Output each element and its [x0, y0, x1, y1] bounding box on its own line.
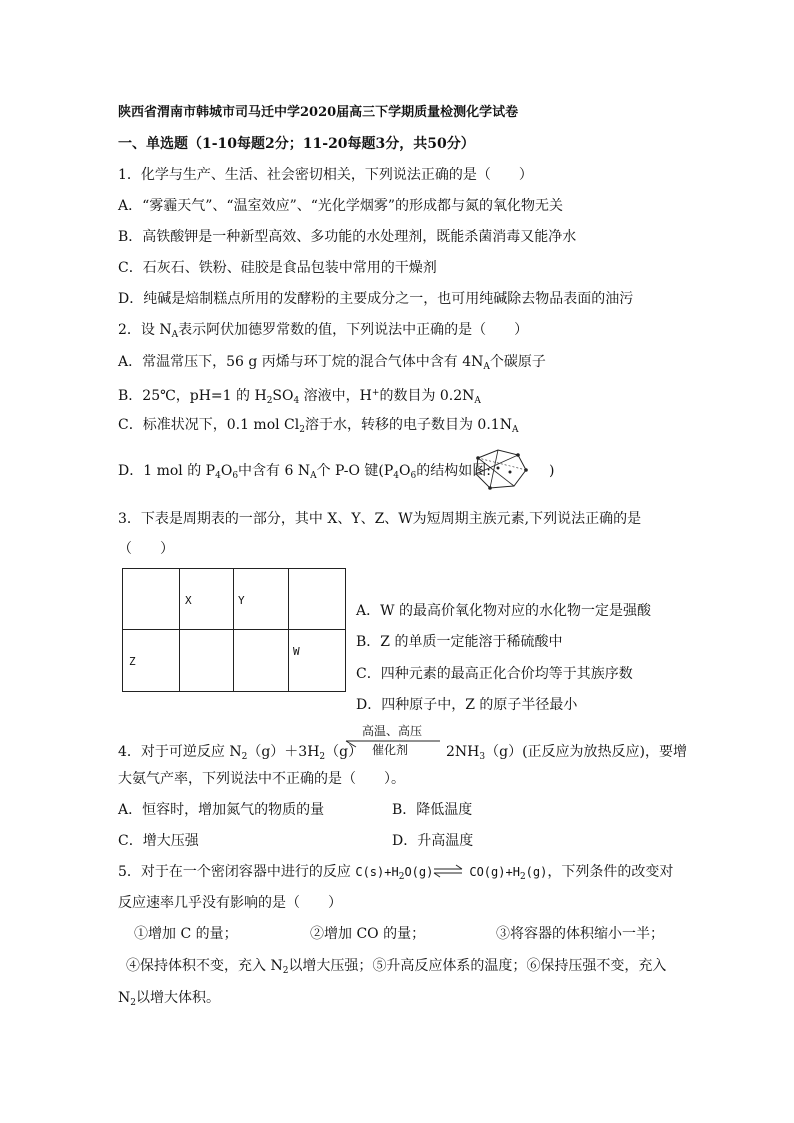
q5-items-4-6: ④保持体积不变，充入 $N_2$以增大压强；⑤升高反应体系的温度；⑥保持压强不变，充入 [126, 958, 667, 976]
exam-title: 陕西省渭南市韩城市司马迁中学2020届高三下学期质量检测化学试卷 [118, 105, 519, 120]
q4-stem-right: $2NH_3(g)$(正反应为放热反应)，要增 [446, 744, 687, 762]
q4-option-c: C．增大压强 [118, 833, 199, 849]
q3-option-b: B．Z 的单质一定能溶于稀硫酸中 [356, 634, 563, 650]
q3-stem-paren: （ ） [118, 541, 174, 557]
equilibrium-arrow-icon [432, 864, 464, 878]
q3-option-a: A．W 的最高价氧化物对应的水化物一定是强酸 [356, 603, 651, 619]
q3-option-c: C．四种元素的最高正化合价均等于其族序数 [356, 666, 633, 682]
q1-option-c: C．石灰石、铁粉、硅胶是食品包装中常用的干燥剂 [118, 260, 437, 276]
cell-w: W [293, 645, 300, 658]
q5-last-line: $N_2$以增大体积。 [118, 990, 220, 1008]
cell-y: Y [238, 594, 245, 607]
q4-option-b: B．降低温度 [392, 802, 473, 818]
q2-option-a: A．常温常压下，56 g 丙烯与环丁烷的混合气体中含有 $4N_A$个碳原子 [118, 354, 546, 372]
q4-stem-left: 4．对于可逆反应 $N_2(g)+3H_2(g)$ [118, 744, 363, 762]
q1-option-a: A．“雾霾天气”、“温室效应”、“光化学烟雾”的形成都与氮的氧化物无关 [118, 198, 564, 214]
q1-option-b: B．高铁酸钾是一种新型高效、多功能的水处理剂，既能杀菌消毒又能净水 [118, 229, 577, 245]
q2-option-b: B．25℃，pH=1 的 $H_2SO_4$ 溶液中，H+的数目为 $0.2N_A$ [118, 388, 481, 406]
q5-item-3: ③将容器的体积缩小一半； [496, 926, 664, 942]
q5-item-2: ②增加 CO 的量； [310, 926, 426, 942]
q2-option-d: D．1 mol 的 $P_4O_6$中含有 6 $N_A$个 P-O 键($P_4O_6$的结构如图: ) [118, 463, 555, 481]
q5-stem: 5．对于在一个密闭容器中进行的反应 $C(s)+H_2O(g)$ $CO(g)+H_2(g)$，下列条件的改变对 [118, 864, 674, 882]
q4-stem-line2: 大氨气产率，下列说法中不正确的是（ ）。 [118, 771, 405, 787]
cell-x: X [185, 594, 192, 607]
q3-option-d: D．四种原子中，Z 的原子半径最小 [356, 697, 578, 713]
q1-stem: 1．化学与生产、生活、社会密切相关，下列说法正确的是（ ） [118, 167, 533, 183]
q4-option-d: D．升高温度 [392, 833, 474, 849]
p4o6-structure-figure [470, 446, 532, 492]
q3-stem: 3．下表是周期表的一部分，其中 X、Y、Z、W为短周期主族元素,下列说法正确的是 [118, 511, 642, 527]
q4-condition-bottom: 催化剂 [372, 743, 409, 757]
q2-stem: 2．设 $N_A$表示阿伏加德罗常数的值，下列说法中正确的是（ ） [118, 322, 529, 340]
q5-stem-line2: 反应速率几乎没有影响的是（ ） [118, 895, 342, 911]
cell-z: Z [129, 655, 136, 668]
q4-option-a: A．恒容时，增加氮气的物质的量 [118, 802, 325, 818]
q2-option-c: C．标准状况下，0.1 mol $Cl_2$溶于水，转移的电子数目为 $0.1N_A$ [118, 417, 519, 435]
q4-condition-top: 高温、高压 [362, 724, 423, 738]
section-heading: 一、单选题（1-10每题2分；11-20每题3分，共50分） [118, 136, 475, 152]
periodic-table-fragment [122, 568, 346, 692]
q1-option-d: D．纯碱是焙制糕点所用的发酵粉的主要成分之一，也可用纯碱除去物品表面的油污 [118, 291, 634, 307]
q5-item-1: ①增加 C 的量； [134, 926, 238, 942]
